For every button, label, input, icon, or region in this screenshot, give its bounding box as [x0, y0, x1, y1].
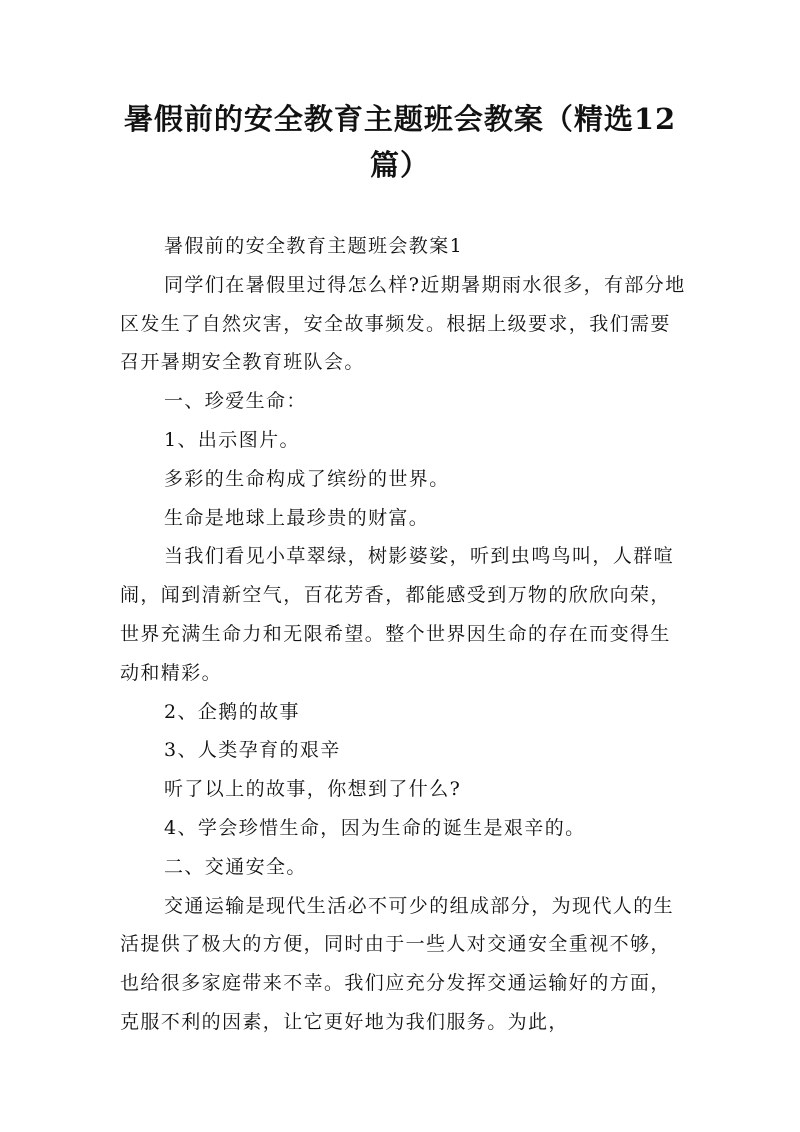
paragraph: 同学们在暑假里过得怎么样?近期暑期雨水很多，有部分地区发生了自然灾害，安全故事频发。根据上级要求，我们需要召开暑期安全教育班队会。 [120, 273, 686, 374]
list-item: 1、出示图片。 [164, 428, 300, 451]
paragraph: 交通运输是现代生活必不可少的组成部分，为现代人的生活提供了极大的方便，同时由于一些人对交通安全重视不够，也给很多家庭带来不幸。我们应充分发挥交通运输好的方面，克服不利的因素，让它更好地为我们服务。为此， [120, 894, 675, 1033]
paragraph: 多彩的生命构成了缤纷的世界。 [164, 467, 450, 490]
paragraph: 听了以上的故事，你想到了什么? [164, 778, 462, 801]
paragraph: 当我们看见小草翠绿，树影婆娑，听到虫鸣鸟叫，人群喧闹，闻到清新空气，百花芳香，都能感受到万物的欣欣向荣，世界充满生命力和无限希望。整个世界因生命的存在而变得生动和精彩。 [120, 545, 675, 684]
document-title: 暑假前的安全教育主题班会教案（精选12篇） [123, 102, 677, 182]
list-item: 3、人类孕育的艰辛 [164, 739, 341, 762]
section-heading: 暑假前的安全教育主题班会教案1 [164, 235, 464, 257]
section-heading: 二、交通安全。 [164, 855, 307, 878]
list-item: 4、学会珍惜生命，因为生命的诞生是艰辛的。 [164, 816, 586, 839]
list-item: 2、企鹅的故事 [164, 700, 300, 723]
document-body [120, 227, 686, 1042]
section-heading: 一、珍爱生命： [164, 390, 307, 413]
paragraph: 生命是地球上最珍贵的财富。 [164, 506, 430, 529]
